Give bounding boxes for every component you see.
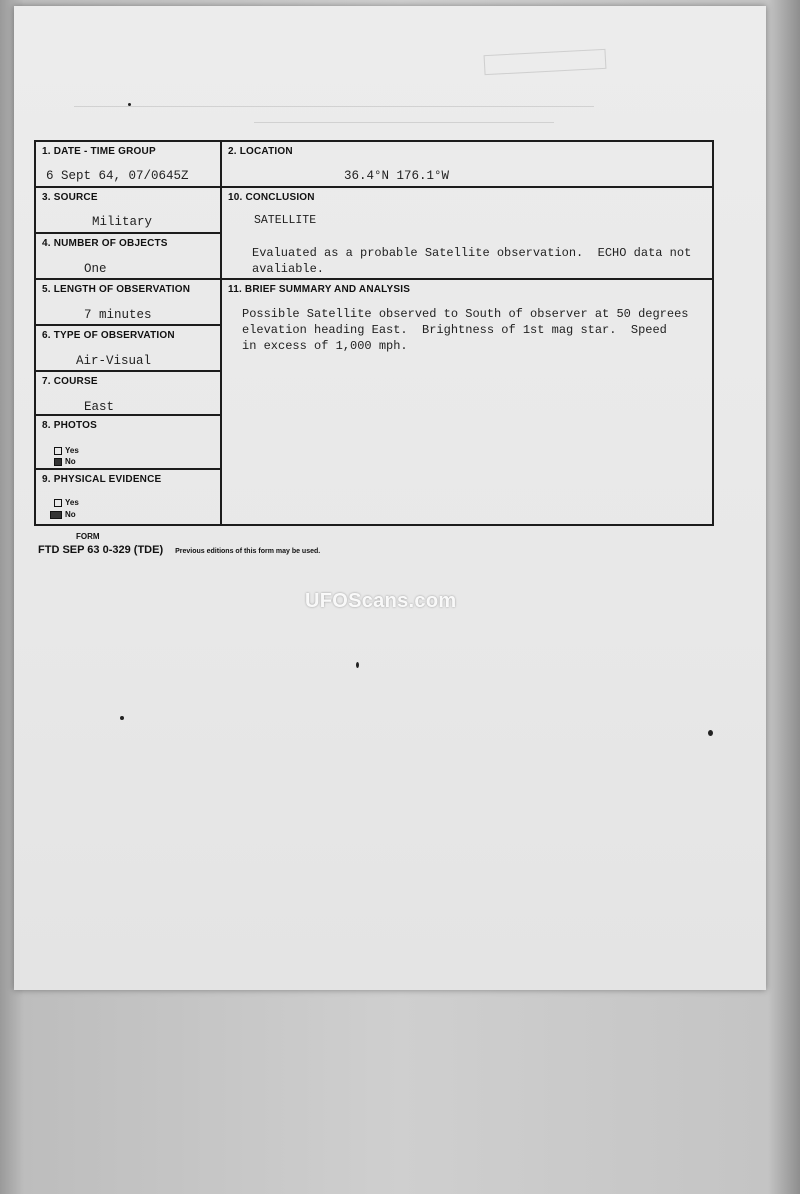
field-label: 3. SOURCE bbox=[42, 192, 98, 203]
field-value: East bbox=[84, 400, 115, 414]
scan-speck bbox=[120, 716, 124, 720]
project-card-form bbox=[34, 140, 714, 526]
photos-yes-option bbox=[54, 446, 79, 455]
site-watermark: UFOScans.com bbox=[305, 590, 457, 612]
option-label: No bbox=[65, 510, 76, 519]
checked-box-icon bbox=[54, 458, 62, 466]
field-length-of-observation bbox=[36, 280, 222, 326]
field-type-of-observation bbox=[36, 326, 222, 372]
option-label: No bbox=[65, 457, 76, 466]
scan-speck bbox=[708, 730, 713, 736]
evidence-no-option bbox=[50, 510, 76, 519]
conclusion-detail-line: Evaluated as a probable Satellite observation. ECHO data not bbox=[252, 246, 692, 260]
bleed-through-line bbox=[254, 122, 554, 123]
field-label: 8. PHOTOS bbox=[42, 420, 97, 431]
checkbox-icon bbox=[54, 499, 62, 507]
field-label: 11. BRIEF SUMMARY AND ANALYSIS bbox=[228, 284, 411, 295]
checked-box-icon bbox=[50, 511, 62, 519]
field-photos bbox=[36, 416, 222, 470]
field-value: One bbox=[84, 262, 107, 276]
field-label: 4. NUMBER OF OBJECTS bbox=[42, 238, 168, 249]
field-course bbox=[36, 372, 222, 416]
bleed-through-stamp bbox=[484, 49, 607, 75]
field-value: 6 Sept 64, 07/0645Z bbox=[46, 169, 189, 183]
form-id: FTD SEP 63 0-329 (TDE) bbox=[38, 544, 164, 556]
summary-line: elevation heading East. Brightness of 1st mag star. Speed bbox=[242, 323, 667, 337]
form-word: FORM bbox=[76, 532, 100, 541]
field-date-time-group bbox=[36, 142, 222, 188]
bleed-through-line bbox=[74, 106, 594, 107]
field-physical-evidence bbox=[36, 470, 222, 524]
field-label: 10. CONCLUSION bbox=[228, 192, 315, 203]
summary-line: in excess of 1,000 mph. bbox=[242, 339, 408, 353]
field-label: 5. LENGTH OF OBSERVATION bbox=[42, 284, 191, 295]
conclusion-detail-line: avaliable. bbox=[252, 262, 325, 276]
field-value: 36.4°N 176.1°W bbox=[344, 169, 450, 183]
scan-speck bbox=[128, 103, 131, 106]
field-value: 7 minutes bbox=[84, 308, 152, 322]
conclusion-value: SATELLITE bbox=[254, 214, 317, 227]
scan-speck bbox=[356, 662, 359, 668]
photos-no-option bbox=[54, 457, 76, 466]
evidence-yes-option bbox=[54, 498, 79, 507]
field-value: Military bbox=[92, 215, 153, 229]
option-label: Yes bbox=[65, 446, 79, 455]
field-number-of-objects bbox=[36, 234, 222, 280]
field-value: Air-Visual bbox=[76, 354, 152, 368]
summary-line: Possible Satellite observed to South of observer at 50 degrees bbox=[242, 307, 689, 321]
form-note: Previous editions of this form may be used. bbox=[175, 548, 321, 555]
field-label: 2. LOCATION bbox=[228, 146, 293, 157]
checkbox-icon bbox=[54, 447, 62, 455]
field-label: 1. DATE - TIME GROUP bbox=[42, 146, 156, 157]
option-label: Yes bbox=[65, 498, 79, 507]
field-label: 7. COURSE bbox=[42, 376, 98, 387]
field-conclusion bbox=[222, 188, 712, 280]
form-id-line bbox=[38, 544, 320, 556]
field-source bbox=[36, 188, 222, 234]
field-label: 6. TYPE OF OBSERVATION bbox=[42, 330, 175, 341]
field-location bbox=[222, 142, 712, 188]
field-summary bbox=[222, 280, 712, 524]
field-label: 9. PHYSICAL EVIDENCE bbox=[42, 474, 162, 485]
